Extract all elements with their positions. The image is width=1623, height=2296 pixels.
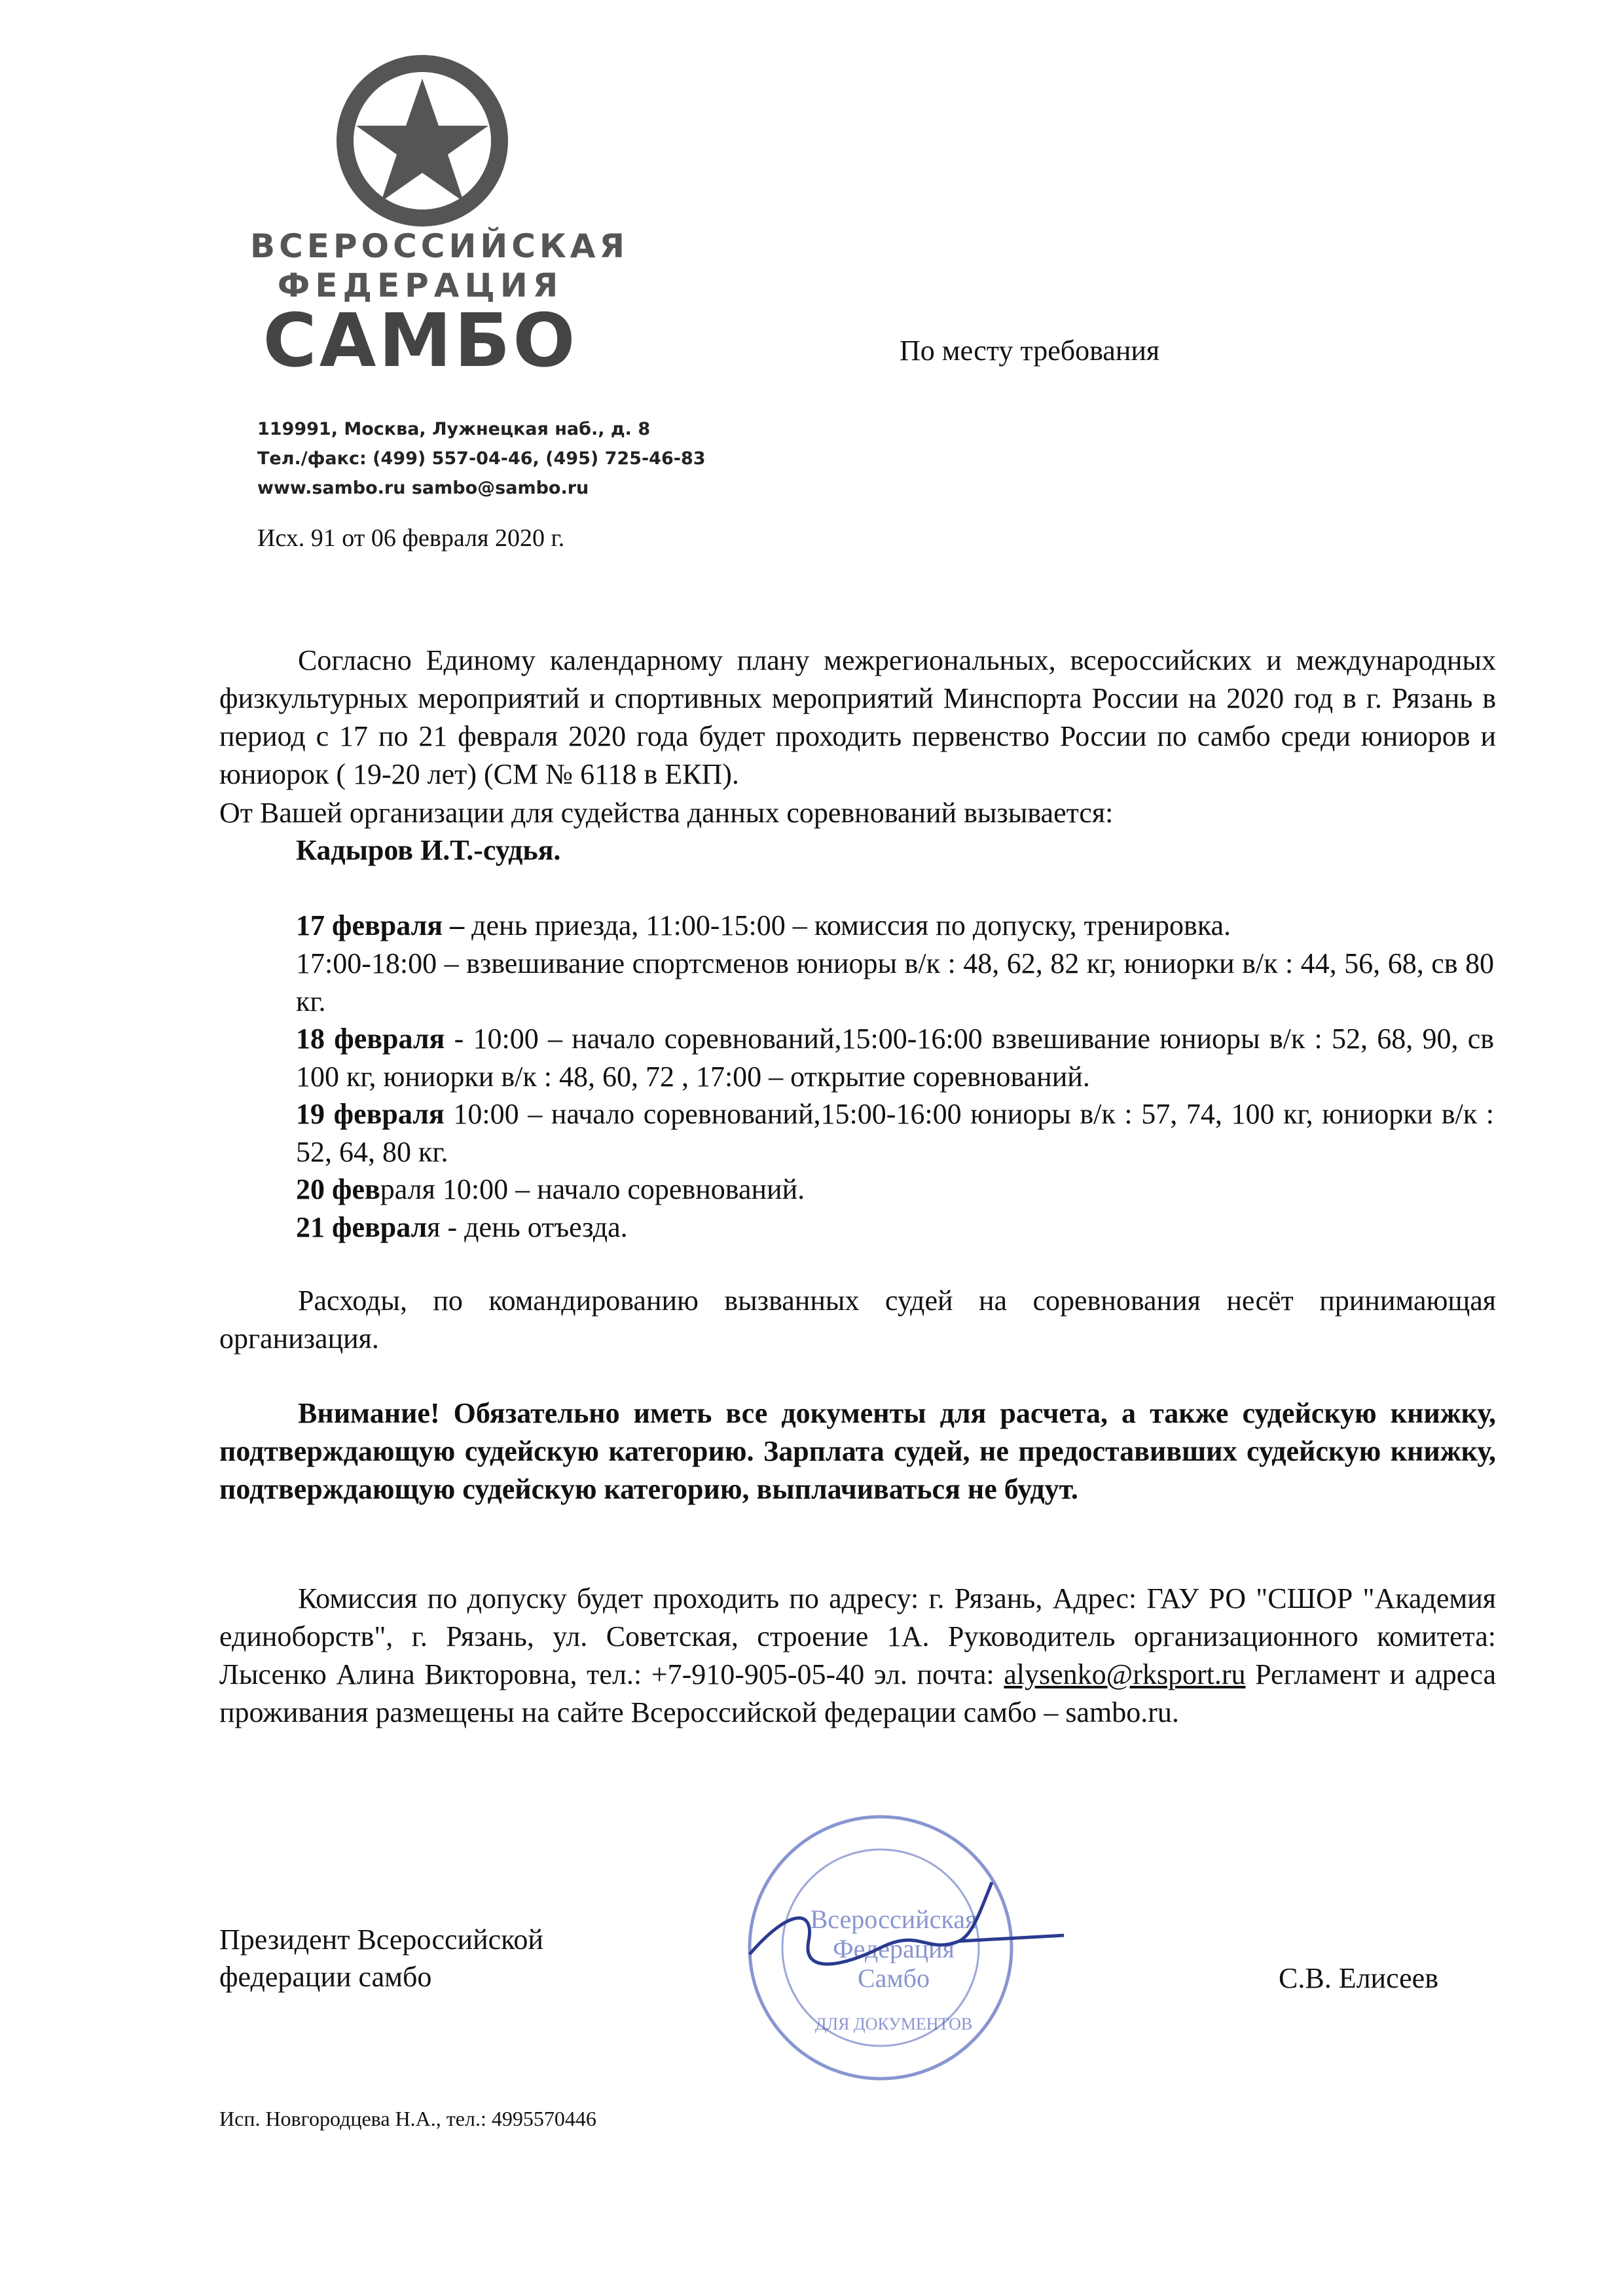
commission-paragraph: Комиссия по допуску будет проходить по адресу: г. Рязань, Адрес: ГАУ РО "СШОР "Академия единоборств", г. Рязань, ул. Советская, строение 1А. Руководитель организационного комитета: Лысенко Алина Викторовна, тел.: +7-910-905-05-40 эл. почта: alysenko@rksport.ru Регламент и адреса проживания размещены на сайте Всероссийской федерации самбо – sambo.ru.	[219, 1582, 1497, 1728]
stamp-icon	[710, 1777, 1064, 2092]
outgoing-number: Исх. 91 от 06 февраля 2020 г.	[257, 524, 565, 552]
letterhead-web: www.sambo.ru sambo@sambo.ru	[257, 478, 589, 498]
logo-line-1: ВСЕРОССИЙСКАЯ	[250, 227, 629, 265]
footer-executor: Исп. Новгородцева Н.А., тел.: 4995570446	[219, 2107, 596, 2130]
signer-title-line-1: Президент Всероссийской	[219, 1923, 543, 1956]
schedule-item: 19 февраля 10:00 – начало соревнований,15:00-16:00 юниоры в/к : 57, 74, 100 кг, юниорки в/к : 52, 64, 80 кг.	[296, 1098, 1494, 1168]
judge-name: Кадыров И.Т.-судья.	[296, 834, 561, 866]
warning-paragraph: Внимание! Обязательно иметь все документы для расчета, а также судейскую книжку, подтверждающую судейскую категорию. Зарплата судей, не предоставивших судейскую книжку, подтверждающую судейскую категорию, выплачиваться не будут.	[219, 1397, 1496, 1505]
schedule-item: 18 февраля - 10:00 – начало соревнований,15:00-16:00 взвешивание юниоры в/к : 52, 68, 90, св 100 кг, юниорки в/к : 48, 60, 72 , 17:00 – открытие соревнований.	[296, 1023, 1495, 1093]
svg-text:Федерация: Федерация	[833, 1934, 955, 1963]
schedule-item: 21 февраля - день отъезда.	[296, 1211, 628, 1243]
intro-paragraph: Согласно Единому календарному плану межрегиональных, всероссийских и международных физкультурных мероприятий и спортивных мероприятий Минспорта России на 2020 год в г. Рязань в период с 17 по 21 февраля 2020 года будет проходить первенство России по самбо среди юниоров и юниорок ( 19-20 лет) (СМ № 6118 в ЕКП).	[219, 644, 1496, 790]
schedule-item: 17 февраля – день приезда, 11:00-15:00 – комиссия по допуску, тренировка.	[296, 909, 1231, 941]
svg-text:Самбо: Самбо	[857, 1963, 930, 1993]
star-in-circle-icon	[301, 52, 583, 229]
letterhead-phone: Тел./факс: (499) 557-04-46, (495) 725-46-83	[257, 448, 706, 469]
letterhead-address: 119991, Москва, Лужнецкая наб., д. 8	[257, 419, 651, 439]
logo-line-2: ФЕДЕРАЦИЯ	[277, 266, 564, 304]
signer-title-line-2: федерации самбо	[219, 1961, 432, 1993]
recipient: По месту требования	[900, 335, 1160, 367]
svg-text:ДЛЯ ДОКУМЕНТОВ: ДЛЯ ДОКУМЕНТОВ	[814, 2014, 973, 2033]
schedule-item: 20 февраля 10:00 – начало соревнований.	[296, 1173, 805, 1205]
email-link[interactable]: alysenko@rksport.ru	[1004, 1658, 1246, 1690]
signer-name: С.В. Елисеев	[1279, 1962, 1438, 1994]
logo-line-3: САМБО	[263, 299, 578, 384]
expenses-paragraph: Расходы, по командированию вызванных судей на соревнования несёт принимающая организация.	[219, 1285, 1496, 1355]
svg-text:Всероссийская: Всероссийская	[810, 1904, 977, 1934]
schedule-item: 17:00-18:00 – взвешивание спортсменов юниоры в/к : 48, 62, 82 кг, юниорки в/к : 44, 56, 68, св 80 кг.	[296, 947, 1494, 1017]
intro-paragraph-2: От Вашей организации для судейства данных соревнований вызывается:	[219, 797, 1114, 829]
